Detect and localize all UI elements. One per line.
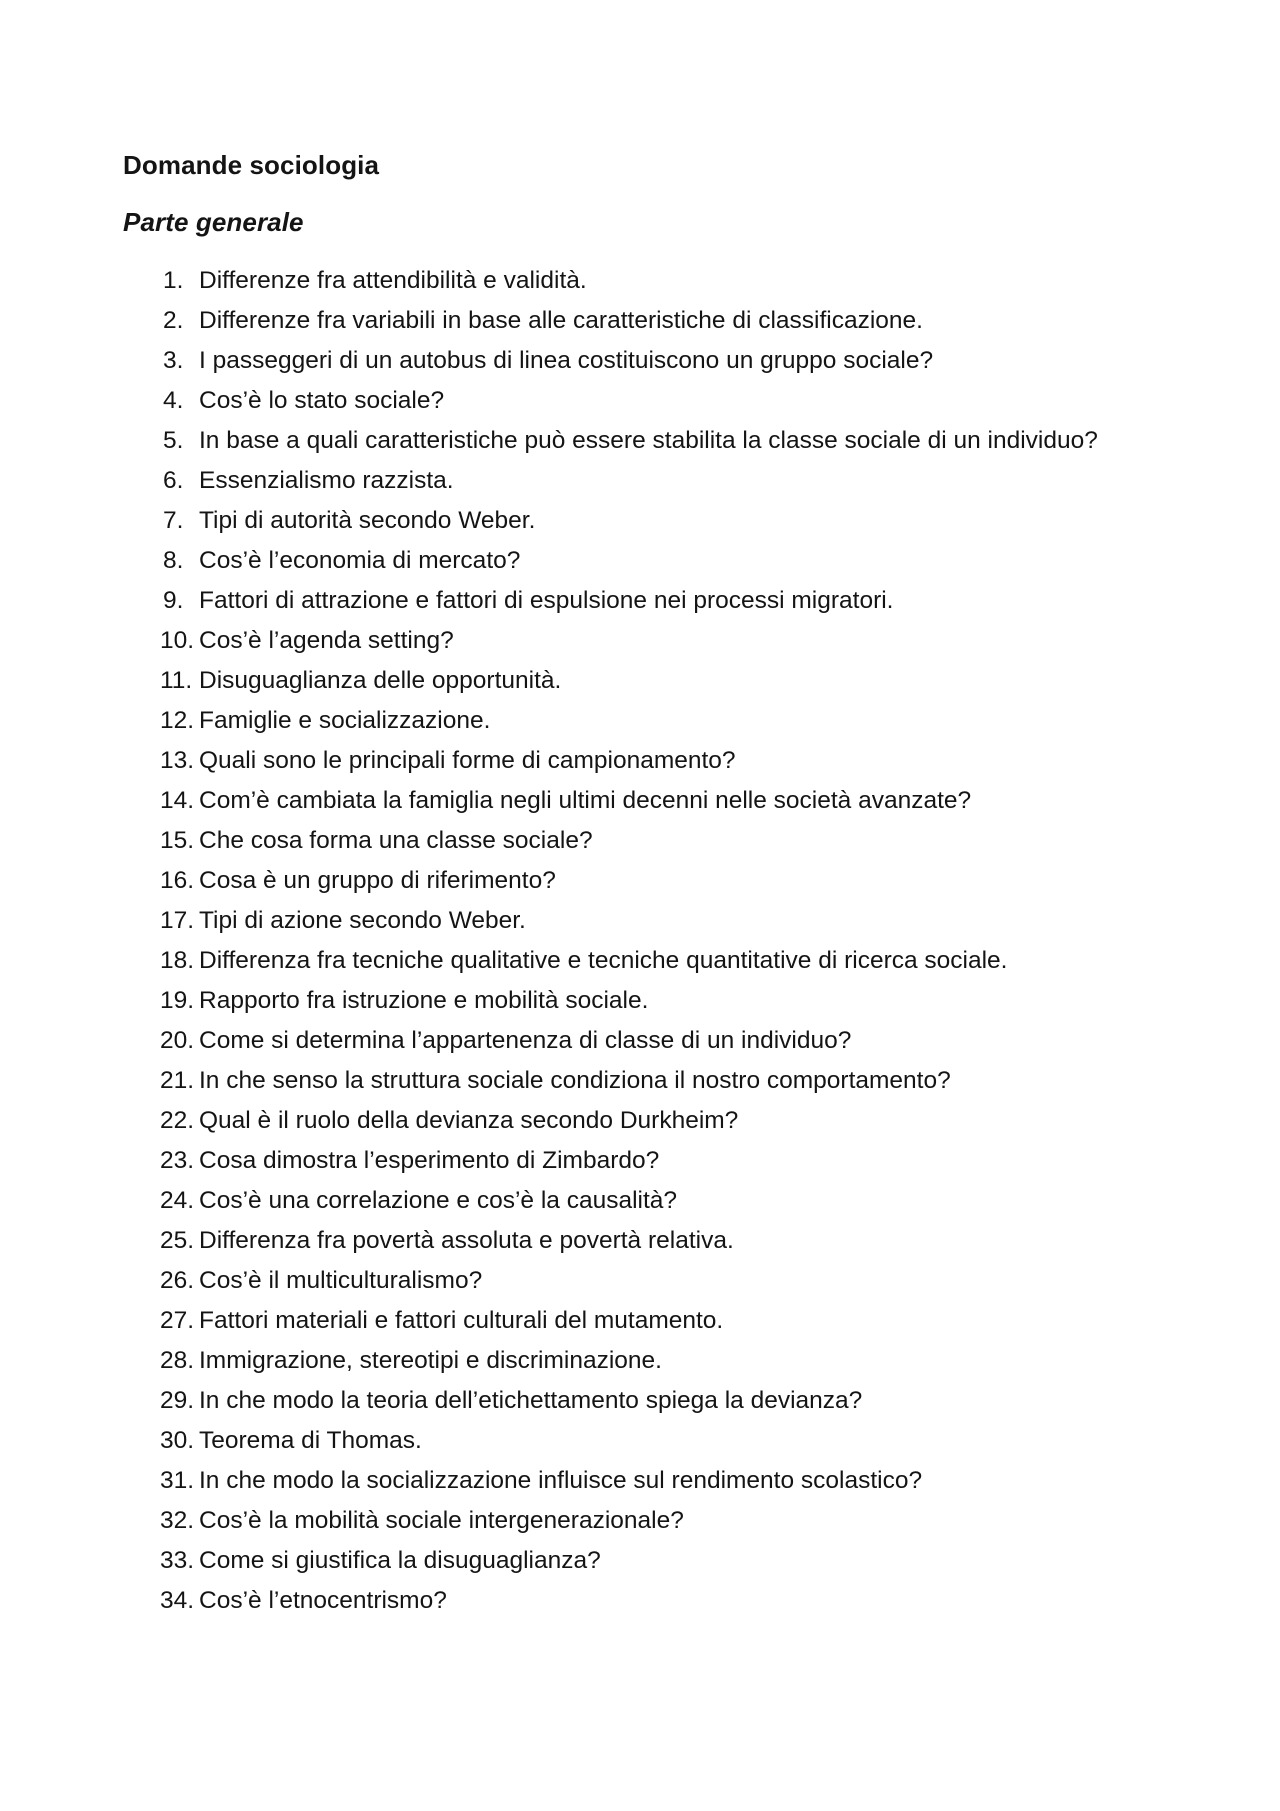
question-number: 20. [160, 1027, 195, 1054]
question-text: Differenza fra povertà assoluta e povertà relativa. [199, 1227, 734, 1254]
question-item [123, 1301, 1183, 1341]
section-title: Parte generale [123, 207, 304, 237]
question-item [123, 261, 1183, 301]
question-text: In che senso la struttura sociale condiziona il nostro comportamento? [199, 1067, 951, 1094]
question-item [123, 501, 1183, 541]
question-text: In base a quali caratteristiche può essere stabilita la classe sociale di un individuo? [199, 427, 1098, 454]
question-number: 12. [160, 707, 195, 734]
question-number: 2. [163, 307, 184, 334]
question-item [123, 421, 1183, 461]
question-item [123, 701, 1183, 741]
question-number: 1. [163, 267, 184, 294]
question-item [123, 1501, 1183, 1541]
document-title: Domande sociologia [123, 150, 380, 180]
question-list [123, 261, 1183, 1621]
document-content [123, 150, 1183, 1621]
question-number: 4. [163, 387, 184, 414]
question-text: Famiglie e socializzazione. [199, 707, 491, 734]
question-item [123, 1141, 1183, 1181]
question-text: I passeggeri di un autobus di linea costituiscono un gruppo sociale? [199, 347, 934, 374]
question-item [123, 741, 1183, 781]
question-text: Immigrazione, stereotipi e discriminazione. [199, 1347, 662, 1374]
question-item [123, 1221, 1183, 1261]
question-item [123, 1341, 1183, 1381]
question-number: 5. [163, 427, 184, 454]
question-item [123, 1021, 1183, 1061]
question-item [123, 1541, 1183, 1581]
question-item [123, 1581, 1183, 1621]
question-number: 25. [160, 1227, 195, 1254]
question-text: Come si giustifica la disuguaglianza? [199, 1547, 601, 1574]
question-item [123, 621, 1183, 661]
question-text: Cos’è l’etnocentrismo? [199, 1587, 447, 1614]
question-text: Differenze fra variabili in base alle caratteristiche di classificazione. [199, 307, 923, 334]
question-text: Cos’è una correlazione e cos’è la causalità? [199, 1187, 678, 1214]
question-number: 26. [160, 1267, 195, 1294]
question-item [123, 821, 1183, 861]
question-text: Teorema di Thomas. [199, 1427, 422, 1454]
question-item [123, 541, 1183, 581]
question-number: 6. [163, 467, 184, 494]
question-number: 27. [160, 1307, 195, 1334]
question-text: Cos’è l’economia di mercato? [199, 547, 521, 574]
question-text: Com’è cambiata la famiglia negli ultimi decenni nelle società avanzate? [199, 787, 972, 814]
question-item [123, 461, 1183, 501]
question-text: Cosa dimostra l’esperimento di Zimbardo? [199, 1147, 660, 1174]
question-item [123, 901, 1183, 941]
question-item [123, 341, 1183, 381]
question-number: 9. [163, 587, 184, 614]
question-item [123, 1181, 1183, 1221]
question-number: 8. [163, 547, 184, 574]
question-text: Essenzialismo razzista. [199, 467, 454, 494]
question-text: In che modo la socializzazione influisce sul rendimento scolastico? [199, 1467, 923, 1494]
question-number: 18. [160, 947, 195, 974]
question-item [123, 861, 1183, 901]
question-item [123, 1421, 1183, 1461]
question-number: 31. [160, 1467, 195, 1494]
question-item [123, 581, 1183, 621]
question-number: 30. [160, 1427, 195, 1454]
question-item [123, 301, 1183, 341]
question-number: 14. [160, 787, 195, 814]
question-number: 10. [160, 627, 195, 654]
question-number: 28. [160, 1347, 195, 1374]
question-item [123, 1261, 1183, 1301]
question-text: Disuguaglianza delle opportunità. [199, 667, 562, 694]
question-number: 24. [160, 1187, 195, 1214]
question-text: Cos’è il multiculturalismo? [199, 1267, 483, 1294]
question-text: Rapporto fra istruzione e mobilità sociale. [199, 987, 649, 1014]
question-text: Che cosa forma una classe sociale? [199, 827, 593, 854]
question-number: 29. [160, 1387, 195, 1414]
question-item [123, 1061, 1183, 1101]
question-text: In che modo la teoria dell’etichettamento spiega la devianza? [199, 1387, 863, 1414]
question-number: 13. [160, 747, 195, 774]
question-text: Differenze fra attendibilità e validità. [199, 267, 587, 294]
question-number: 17. [160, 907, 195, 934]
question-item [123, 661, 1183, 701]
question-number: 7. [163, 507, 184, 534]
question-text: Cos’è l’agenda setting? [199, 627, 454, 654]
question-number: 3. [163, 347, 184, 374]
question-item [123, 941, 1183, 981]
question-text: Tipi di azione secondo Weber. [199, 907, 526, 934]
question-number: 23. [160, 1147, 195, 1174]
question-item [123, 781, 1183, 821]
question-text: Tipi di autorità secondo Weber. [199, 507, 536, 534]
question-number: 15. [160, 827, 195, 854]
question-item [123, 1101, 1183, 1141]
question-number: 33. [160, 1547, 195, 1574]
question-number: 34. [160, 1587, 195, 1614]
question-text: Cos’è lo stato sociale? [199, 387, 445, 414]
question-number: 21. [160, 1067, 195, 1094]
question-number: 22. [160, 1107, 195, 1134]
question-item [123, 1381, 1183, 1421]
question-item [123, 1461, 1183, 1501]
question-item [123, 981, 1183, 1021]
question-text: Cosa è un gruppo di riferimento? [199, 867, 556, 894]
question-text: Come si determina l’appartenenza di classe di un individuo? [199, 1027, 852, 1054]
question-text: Quali sono le principali forme di campionamento? [199, 747, 736, 774]
question-number: 19. [160, 987, 195, 1014]
question-number: 11. [160, 667, 193, 694]
question-text: Fattori materiali e fattori culturali del mutamento. [199, 1307, 724, 1334]
question-item [123, 381, 1183, 421]
question-text: Differenza fra tecniche qualitative e tecniche quantitative di ricerca sociale. [199, 947, 1008, 974]
question-number: 16. [160, 867, 195, 894]
question-number: 32. [160, 1507, 195, 1534]
question-text: Fattori di attrazione e fattori di espulsione nei processi migratori. [199, 587, 894, 614]
question-text: Cos’è la mobilità sociale intergenerazionale? [199, 1507, 684, 1534]
question-text: Qual è il ruolo della devianza secondo Durkheim? [199, 1107, 739, 1134]
